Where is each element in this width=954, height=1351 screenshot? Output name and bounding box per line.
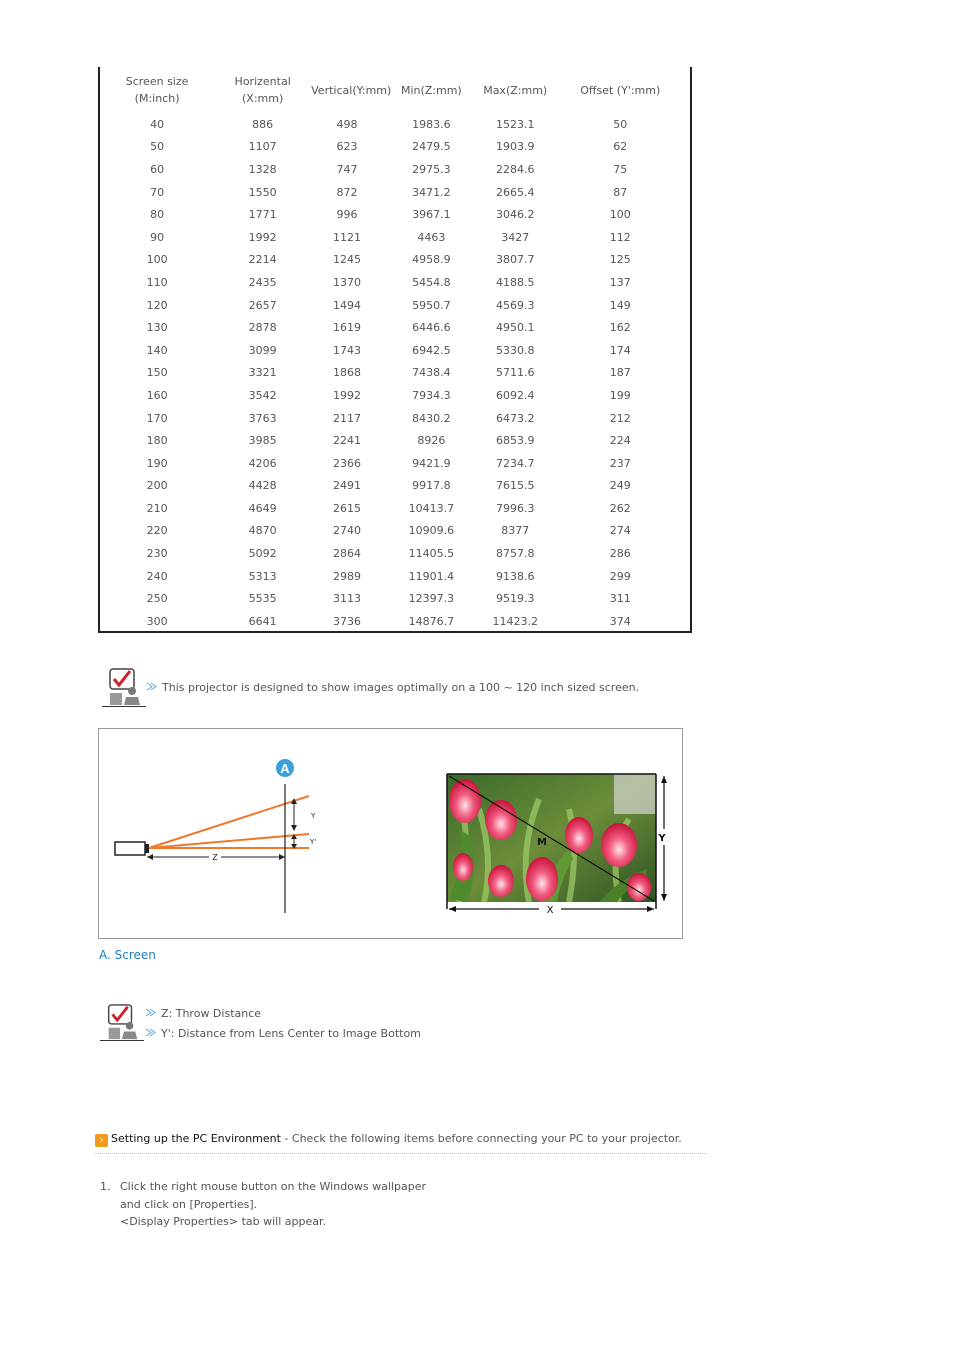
table-cell: 250 (146, 592, 168, 606)
table-cell: 1903.9 (495, 140, 535, 154)
table-row (100, 158, 690, 181)
table-row (100, 294, 690, 317)
column-header (480, 67, 551, 113)
table-cell: 3471.2 (412, 185, 451, 199)
table-row (100, 475, 690, 498)
step-line: and click on [Properties]. (120, 1197, 258, 1211)
table-cell: 162 (609, 321, 631, 335)
table-cell: 140 (146, 343, 168, 357)
table-cell: 7996.3 (495, 501, 535, 515)
table-cell: 4870 (248, 524, 277, 538)
table-cell: 3542 (248, 388, 277, 402)
table-cell: 174 (609, 343, 631, 357)
table-row (100, 136, 690, 159)
table-cell: 170 (146, 411, 168, 425)
definition-item (145, 1007, 261, 1020)
table-cell: 11423.2 (492, 614, 538, 628)
table-cell: 3321 (248, 366, 277, 380)
table-cell: 6446.6 (412, 321, 451, 335)
note-underline (100, 1040, 144, 1041)
label-z: Z (212, 853, 218, 862)
table-cell: 240 (146, 569, 168, 583)
table-cell: 1743 (333, 343, 361, 357)
table-body (100, 113, 690, 633)
table-cell: 6853.9 (495, 434, 535, 448)
table-cell: 2214 (248, 253, 277, 267)
table-row (100, 497, 690, 520)
column-header-line: Screen size (125, 75, 189, 88)
table-cell: 1107 (248, 140, 277, 154)
table-cell: 300 (146, 614, 168, 628)
table-cell: 149 (609, 298, 631, 312)
section-divider (95, 1153, 707, 1154)
throw-distance-table (100, 67, 690, 633)
table-cell: 150 (146, 366, 168, 380)
section-description: - Check the following items before connecting your PC to your projector. (280, 1132, 682, 1145)
table-cell: 623 (336, 140, 358, 154)
step-line: Click the right mouse button on the Windows wallpaper (120, 1180, 426, 1193)
arrow-bullet-icon (146, 681, 157, 692)
table-cell: 5330.8 (495, 343, 535, 357)
table-cell: 8926 (417, 434, 446, 448)
table-cell: 249 (609, 479, 631, 493)
table-cell: 3763 (248, 411, 277, 425)
table-cell: 1992 (248, 230, 277, 244)
table-cell: 50 (150, 140, 165, 154)
table-cell: 2241 (333, 434, 361, 448)
table-row (100, 384, 690, 407)
table-cell: 311 (609, 592, 631, 606)
table-row (100, 339, 690, 362)
table-cell: 3807.7 (495, 253, 535, 267)
marker-a-label: A (280, 761, 290, 776)
note-text-label: This projector is designed to show images optimally on a 100 ~ 120 inch sized screen. (162, 681, 640, 694)
step-line: <Display Properties> tab will appear. (120, 1215, 326, 1228)
table-cell: 8377 (501, 524, 530, 538)
table-cell: 2665.4 (495, 185, 535, 199)
table-cell: 62 (613, 140, 628, 154)
label-y: Y (311, 812, 316, 820)
table-cell: 1370 (333, 275, 361, 289)
table-cell: 5313 (248, 569, 277, 583)
column-header (214, 67, 311, 113)
table-cell: 220 (146, 524, 168, 538)
table-cell: 7438.4 (412, 366, 451, 380)
table-row (100, 362, 690, 385)
table-cell: 1992 (333, 388, 361, 402)
table-cell: 80 (150, 208, 165, 222)
throw-distance-table-frame (98, 67, 692, 633)
checklist-note-icon (100, 1003, 144, 1043)
checklist-note-icon (102, 667, 146, 707)
note-optimal-screen (102, 667, 662, 707)
table-cell: 4206 (248, 456, 277, 470)
table-cell: 3736 (333, 614, 361, 628)
table-cell: 11901.4 (408, 569, 455, 583)
table-row (100, 452, 690, 475)
table-cell: 6092.4 (495, 388, 535, 402)
table-cell: 50 (613, 117, 628, 131)
table-cell: 2491 (333, 479, 361, 493)
table-cell: 2657 (248, 298, 277, 312)
table-cell: 4958.9 (412, 253, 451, 267)
table-cell: 12397.3 (408, 592, 455, 606)
table-row (100, 203, 690, 226)
column-header (551, 67, 690, 113)
step-body (120, 1178, 426, 1231)
column-header (100, 67, 214, 113)
table-header-row (100, 67, 690, 113)
label-m: M (537, 837, 547, 848)
table-cell: 2284.6 (495, 162, 535, 176)
table-cell: 1771 (248, 208, 277, 222)
table-cell: 2435 (248, 275, 277, 289)
table-cell: 1550 (248, 185, 277, 199)
table-cell: 6641 (248, 614, 277, 628)
table-cell: 1523.1 (495, 117, 535, 131)
table-cell: 4428 (248, 479, 277, 493)
column-header-line: Offset (Y':mm) (580, 83, 661, 97)
table-cell: 4463 (417, 230, 446, 244)
projection-geometry-svg (99, 729, 684, 940)
note-underline (102, 706, 146, 707)
table-cell: 872 (336, 185, 358, 199)
definition-y-prime: Y': Distance from Lens Center to Image Bottom (161, 1027, 421, 1040)
table-cell: 1245 (333, 253, 361, 267)
table-cell: 137 (609, 275, 631, 289)
table-cell: 60 (150, 162, 165, 176)
table-cell: 2989 (333, 569, 361, 583)
table-cell: 200 (146, 479, 168, 493)
table-cell: 8757.8 (495, 547, 535, 561)
table-cell: 274 (609, 524, 631, 538)
table-cell: 5711.6 (495, 366, 535, 380)
table-cell: 125 (609, 253, 631, 267)
definition-z: Z: Throw Distance (161, 1007, 262, 1020)
table-cell: 7934.3 (412, 388, 451, 402)
table-cell: 1328 (248, 162, 277, 176)
table-cell: 11405.5 (408, 547, 455, 561)
table-cell: 112 (609, 230, 631, 244)
table-row (100, 587, 690, 610)
table-cell: 1868 (333, 366, 361, 380)
section-header (95, 1132, 682, 1147)
projection-diagram (98, 728, 683, 939)
table-row (100, 316, 690, 339)
table-cell: 299 (609, 569, 631, 583)
section-link-pc-environment[interactable]: Setting up the PC Environment (111, 1132, 281, 1145)
table-cell: 4649 (248, 501, 277, 515)
table-cell: 3113 (333, 592, 361, 606)
column-header-line: (M:inch) (134, 92, 180, 105)
table-row (100, 610, 690, 633)
table-row (100, 181, 690, 204)
table-cell: 2975.3 (412, 162, 451, 176)
table-cell: 1494 (333, 298, 361, 312)
table-row (100, 226, 690, 249)
table-cell: 199 (609, 388, 631, 402)
projector-lens (145, 844, 149, 853)
table-cell: 160 (146, 388, 168, 402)
table-cell: 4950.1 (495, 321, 535, 335)
table-cell: 6473.2 (495, 411, 535, 425)
table-cell: 9138.6 (495, 569, 535, 583)
table-cell: 7615.5 (495, 479, 535, 493)
table-cell: 5454.8 (412, 275, 451, 289)
table-cell: 3046.2 (495, 208, 535, 222)
table-cell: 3967.1 (412, 208, 451, 222)
table-cell: 2366 (333, 456, 361, 470)
table-row (100, 249, 690, 272)
table-cell: 75 (613, 162, 628, 176)
table-row (100, 565, 690, 588)
table-cell: 886 (252, 117, 274, 131)
table-cell: 90 (150, 230, 165, 244)
table-cell: 212 (609, 411, 631, 425)
note-text (146, 681, 639, 694)
table-cell: 70 (150, 185, 165, 199)
column-header (383, 67, 480, 113)
table-cell: 10413.7 (408, 501, 455, 515)
arrow-bullet-icon (145, 1007, 156, 1018)
step-number: 1. (100, 1180, 111, 1193)
table-cell: 7234.7 (495, 456, 535, 470)
table-cell: 100 (609, 208, 631, 222)
table-cell: 180 (146, 434, 168, 448)
table-cell: 3985 (248, 434, 277, 448)
table-cell: 3427 (501, 230, 530, 244)
table-cell: 747 (336, 162, 358, 176)
table-cell: 6942.5 (412, 343, 451, 357)
projector-body (115, 842, 145, 855)
table-cell: 14876.7 (408, 614, 455, 628)
table-cell: 1983.6 (412, 117, 451, 131)
table-cell: 187 (609, 366, 631, 380)
column-header (311, 67, 392, 113)
table-cell: 237 (609, 456, 631, 470)
chevron-right-icon: › (95, 1134, 108, 1147)
table-cell: 2740 (333, 524, 361, 538)
table-cell: 224 (609, 434, 631, 448)
table-cell: 190 (146, 456, 168, 470)
table-row (100, 520, 690, 543)
table-cell: 130 (146, 321, 168, 335)
table-cell: 1121 (333, 230, 361, 244)
table-cell: 2878 (248, 321, 277, 335)
table-cell: 210 (146, 501, 168, 515)
table-cell: 5535 (248, 592, 277, 606)
column-header-line: (X:mm) (242, 92, 284, 105)
table-cell: 374 (609, 614, 631, 628)
table-cell: 996 (336, 208, 358, 222)
table-cell: 100 (146, 253, 168, 267)
table-row (100, 271, 690, 294)
table-cell: 4188.5 (495, 275, 535, 289)
table-cell: 87 (613, 185, 628, 199)
table-row (100, 542, 690, 565)
table-cell: 5092 (248, 547, 277, 561)
table-cell: 4569.3 (495, 298, 535, 312)
column-header-line: Vertical(Y:mm) (311, 83, 392, 97)
table-cell: 286 (609, 547, 631, 561)
definition-item (145, 1027, 421, 1040)
table-cell: 3099 (248, 343, 277, 357)
table-cell: 2864 (333, 547, 361, 561)
note-definitions (100, 1003, 660, 1041)
column-header-line: Min(Z:mm) (400, 83, 462, 97)
table-cell: 1619 (333, 321, 361, 335)
table-cell: 40 (150, 117, 165, 131)
table-cell: 10909.6 (408, 524, 455, 538)
label-x: X (546, 905, 554, 916)
column-header-line: Max(Z:mm) (483, 83, 548, 97)
table-row (100, 113, 690, 136)
diagram-caption: A. Screen (99, 948, 156, 962)
table-cell: 9421.9 (412, 456, 451, 470)
table-cell: 110 (146, 275, 168, 289)
table-row (100, 429, 690, 452)
table-cell: 498 (336, 117, 358, 131)
table-cell: 2479.5 (412, 140, 451, 154)
table-cell: 2615 (333, 501, 361, 515)
label-y-prime: Y' (310, 838, 317, 846)
table-cell: 262 (609, 501, 631, 515)
table-cell: 8430.2 (412, 411, 451, 425)
table-cell: 9519.3 (495, 592, 535, 606)
table-cell: 120 (146, 298, 168, 312)
table-cell: 230 (146, 547, 168, 561)
label-y-right: Y (658, 833, 666, 844)
table-cell: 5950.7 (412, 298, 451, 312)
table-cell: 2117 (333, 411, 361, 425)
table-cell: 9917.8 (412, 479, 451, 493)
table-row (100, 407, 690, 430)
column-header-line: Horizental (234, 75, 291, 88)
arrow-bullet-icon (145, 1027, 156, 1038)
